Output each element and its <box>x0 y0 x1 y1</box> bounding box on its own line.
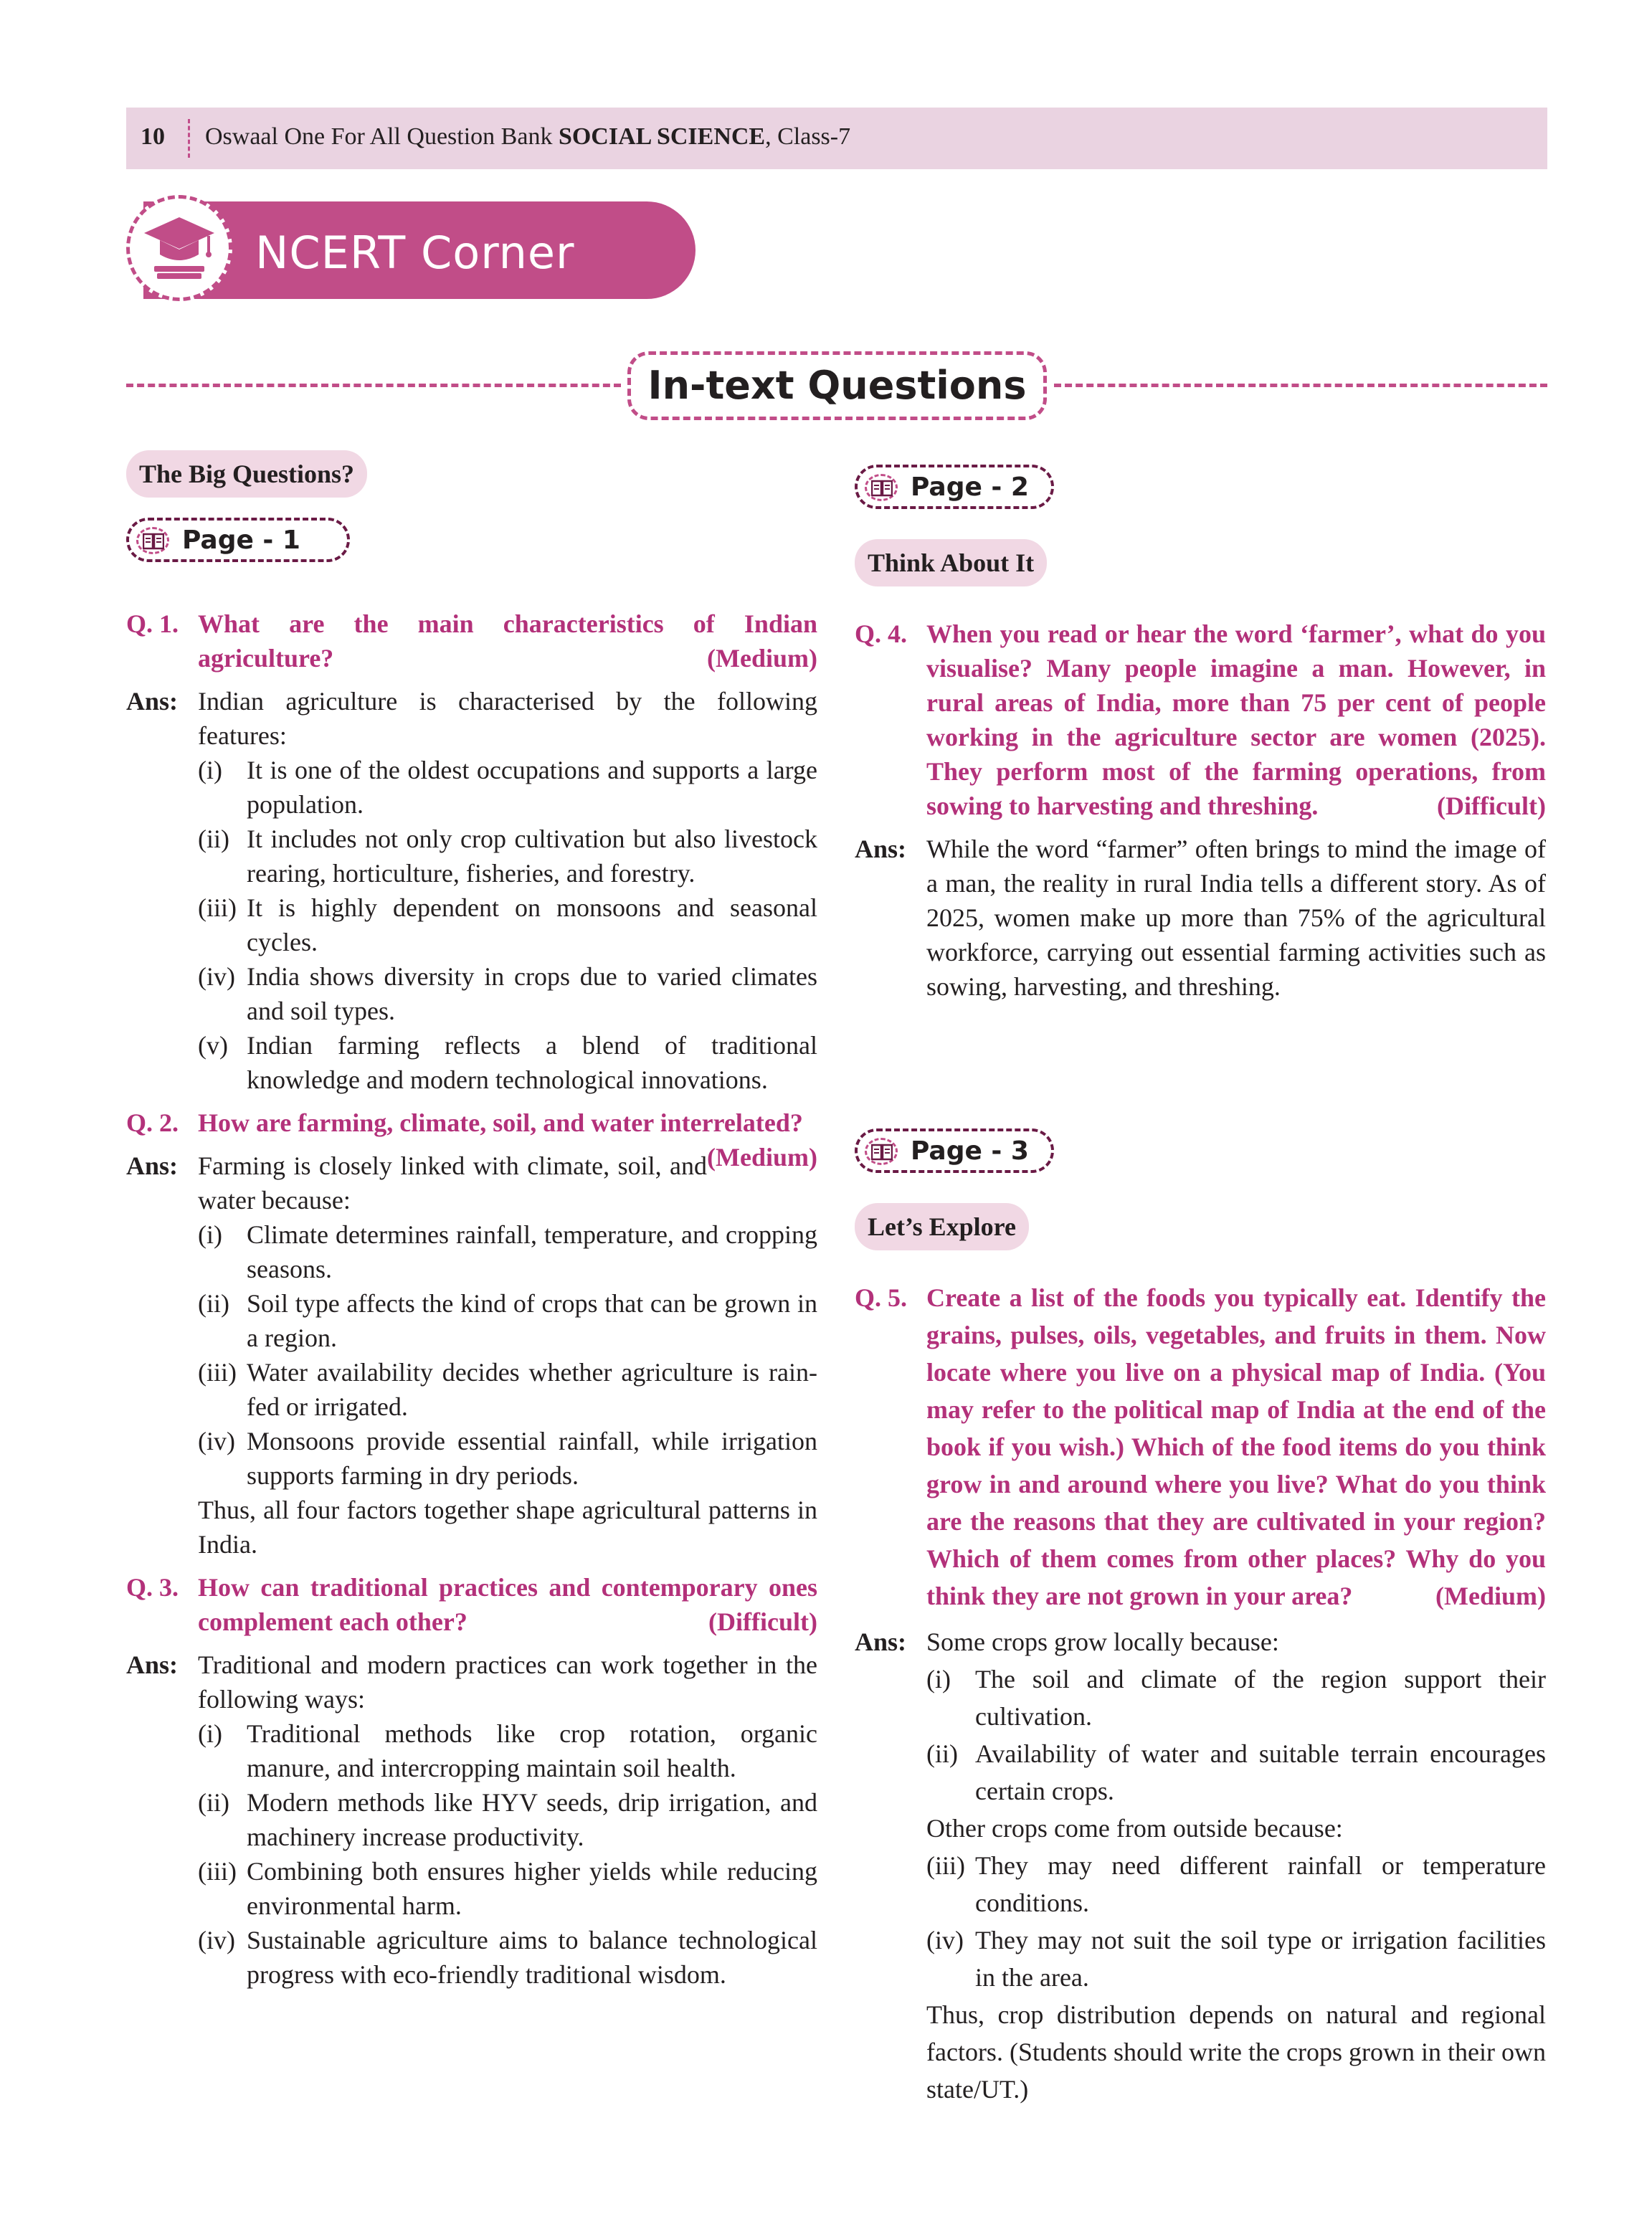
item-text: Combining both ensures higher yields while reducing environmental harm. <box>247 1857 817 1920</box>
item-text: Water availability decides whether agriculture is rain-fed or irrigated. <box>247 1358 817 1421</box>
question-block <box>126 1570 817 1639</box>
item-number: (iv) <box>198 1427 235 1455</box>
answer-conclusion: Thus, crop distribution depends on natural and regional factors. (Students should write the crops grown in their own state/UT.) <box>926 2000 1546 2104</box>
list-item <box>926 1735 1546 1810</box>
answer-label: Ans: <box>855 1628 907 1656</box>
answer-intro: Indian agriculture is characterised by the following features: <box>198 687 817 750</box>
answer-block <box>126 1149 817 1562</box>
page-2-label: Page - 2 <box>911 472 1029 502</box>
lets-explore-label: Let’s Explore <box>855 1203 1029 1250</box>
question-text <box>926 1279 1546 1615</box>
list-item <box>926 1847 1546 1921</box>
answer-block <box>855 1623 1546 2108</box>
book-subject: SOCIAL SCIENCE <box>558 123 766 150</box>
question-number: Q. 4. <box>855 619 908 648</box>
answer-label: Ans: <box>126 1151 179 1180</box>
item-number: (iii) <box>198 1358 237 1387</box>
difficulty-level: (Difficult) <box>708 1607 817 1636</box>
item-number: (iii) <box>198 1857 237 1886</box>
item-number: (i) <box>926 1665 951 1693</box>
item-number: (iii) <box>926 1851 965 1880</box>
answer-list <box>198 753 817 1097</box>
page-3-label: Page - 3 <box>911 1136 1029 1166</box>
section-title-box <box>627 351 1047 420</box>
list-item <box>198 1854 817 1923</box>
list-item <box>198 890 817 959</box>
list-item <box>198 1923 817 1992</box>
item-text: Monsoons provide essential rainfall, while irrigation supports farming in dry periods. <box>247 1427 817 1490</box>
question-body: How can traditional practices and contemporary ones complement each other? <box>198 1573 817 1636</box>
list-item <box>198 753 817 822</box>
item-number: (ii) <box>198 825 229 853</box>
page-number: 10 <box>141 123 165 150</box>
section-title: In-text Questions <box>647 363 1027 408</box>
header-divider <box>188 119 190 158</box>
page-1-label: Page - 1 <box>182 526 300 555</box>
item-number: (v) <box>198 1031 228 1060</box>
item-number: (i) <box>198 1220 222 1249</box>
item-number: (iii) <box>198 893 237 922</box>
page-3-tag <box>855 1128 1054 1173</box>
running-header <box>126 108 1547 169</box>
page-2-tag <box>855 465 1054 509</box>
question-body: Create a list of the foods you typically eat. Identify the grains, pulses, oils, vegetables, and fruits in them. Now locate where you live on a physical map of India. (You may refer to the political map of India at the end of the book if you wish.) Which of the food items do you think grow in and around where you live? What do you think are the reasons that they are cultivated in your region? Which of them comes from other places? Why do you think they are not grown in your area? <box>926 1283 1546 1610</box>
answer-middle: Other crops come from outside because: <box>926 1814 1343 1843</box>
list-item <box>198 959 817 1028</box>
item-text: It is one of the oldest occupations and supports a large population. <box>247 756 817 819</box>
item-text: Indian farming reflects a blend of traditional knowledge and modern technological innovations. <box>247 1031 817 1094</box>
answer-label: Ans: <box>126 687 179 716</box>
right-column-q5 <box>855 1279 1546 2116</box>
question-body: What are the main characteristics of Indian agriculture? <box>198 609 817 673</box>
item-text: Climate determines rainfall, temperature, and cropping seasons. <box>247 1220 817 1283</box>
banner-title: NCERT Corner <box>255 227 575 279</box>
difficulty-level: (Medium) <box>707 1143 817 1172</box>
question-number: Q. 2. <box>126 1108 179 1137</box>
difficulty-level: (Medium) <box>1435 1582 1546 1610</box>
list-item <box>198 1286 817 1355</box>
answer-label: Ans: <box>126 1650 179 1679</box>
question-text <box>198 1570 817 1639</box>
book-icon <box>136 527 169 554</box>
item-number: (iv) <box>926 1926 964 1954</box>
answer-intro: Farming is closely linked with climate, soil, and water because: <box>198 1151 708 1215</box>
question-number: Q. 3. <box>126 1573 179 1602</box>
list-item <box>198 1028 817 1097</box>
item-text: They may not suit the soil type or irrigation facilities in the area. <box>975 1926 1546 1992</box>
list-item <box>198 1217 817 1286</box>
item-text: Sustainable agriculture aims to balance technological progress with eco-friendly traditional wisdom. <box>247 1926 817 1989</box>
answer-label: Ans: <box>855 835 907 863</box>
answer-intro: Traditional and modern practices can work together in the following ways: <box>198 1650 817 1714</box>
answer-block <box>126 684 817 1097</box>
question-body: When you read or hear the word ‘farmer’, what do you visualise? Many people imagine a man. However, in rural areas of India, more than 75 per cent of people working in the agriculture sector are women (2025). They perform most of the farming operations, from sowing to harvesting and threshing. <box>926 619 1546 820</box>
item-text: The soil and climate of the region support their cultivation. <box>975 1665 1546 1731</box>
book-title-suffix: , Class-7 <box>765 123 851 150</box>
question-number: Q. 5. <box>855 1283 908 1312</box>
answer-conclusion: Thus, all four factors together shape agricultural patterns in India. <box>198 1496 817 1559</box>
question-block <box>855 617 1546 823</box>
answer-text: While the word “farmer” often brings to mind the image of a man, the reality in rural India tells a different story. As of 2025, women make up more than 75% of the agricultural workforce, carrying out essential farming activities such as sowing, harvesting, and threshing. <box>926 835 1546 1001</box>
item-number: (iv) <box>198 1926 235 1954</box>
item-text: Modern methods like HYV seeds, drip irrigation, and machinery increase productivity. <box>247 1788 817 1851</box>
list-item <box>198 1355 817 1424</box>
item-number: (i) <box>198 756 222 784</box>
list-item <box>198 822 817 890</box>
item-text: Availability of water and suitable terrain encourages certain crops. <box>975 1739 1546 1805</box>
answer-list <box>198 1716 817 1992</box>
item-number: (ii) <box>198 1289 229 1318</box>
question-block <box>855 1279 1546 1615</box>
right-column-q4 <box>855 617 1546 1012</box>
left-column <box>126 607 817 2000</box>
book-title <box>205 123 850 151</box>
question-text <box>198 607 817 675</box>
think-about-it-label: Think About It <box>855 539 1047 586</box>
book-title-prefix: Oswaal One For All Question Bank <box>205 123 559 150</box>
difficulty-level: (Difficult) <box>1437 792 1546 820</box>
book-icon <box>865 1138 898 1165</box>
book-icon <box>865 474 898 501</box>
question-text <box>198 1106 817 1172</box>
list-item <box>926 1660 1546 1735</box>
answer-intro: Some crops grow locally because: <box>926 1628 1279 1656</box>
item-text: They may need different rainfall or temperature conditions. <box>975 1851 1546 1917</box>
big-questions-label: The Big Questions? <box>126 450 367 498</box>
list-item <box>198 1716 817 1785</box>
item-text: India shows diversity in crops due to varied climates and soil types. <box>247 962 817 1025</box>
answer-list <box>926 1660 1546 1810</box>
question-body: How are farming, climate, soil, and water interrelated? <box>198 1108 803 1137</box>
item-text: Traditional methods like crop rotation, organic manure, and intercropping maintain soil health. <box>247 1719 817 1782</box>
item-text: Soil type affects the kind of crops that can be grown in a region. <box>247 1289 817 1352</box>
answer-block <box>126 1648 817 1992</box>
section-rule-left <box>126 384 621 387</box>
question-text <box>926 617 1546 823</box>
section-rule-right <box>1054 384 1547 387</box>
answer-block <box>855 832 1546 1004</box>
item-text: It includes not only crop cultivation but also livestock rearing, horticulture, fisheries, and forestry. <box>247 825 817 888</box>
item-text: It is highly dependent on monsoons and seasonal cycles. <box>247 893 817 956</box>
answer-list <box>198 1217 817 1493</box>
difficulty-level: (Medium) <box>707 644 817 673</box>
graduation-cap-icon <box>126 195 232 301</box>
item-number: (i) <box>198 1719 222 1748</box>
question-block <box>126 607 817 675</box>
list-item <box>198 1424 817 1493</box>
list-item <box>926 1921 1546 1996</box>
question-number: Q. 1. <box>126 609 179 638</box>
list-item <box>198 1785 817 1854</box>
item-number: (iv) <box>198 962 235 991</box>
page-1-tag <box>126 518 350 562</box>
answer-list <box>926 1847 1546 1996</box>
item-number: (ii) <box>926 1739 958 1768</box>
item-number: (ii) <box>198 1788 229 1817</box>
